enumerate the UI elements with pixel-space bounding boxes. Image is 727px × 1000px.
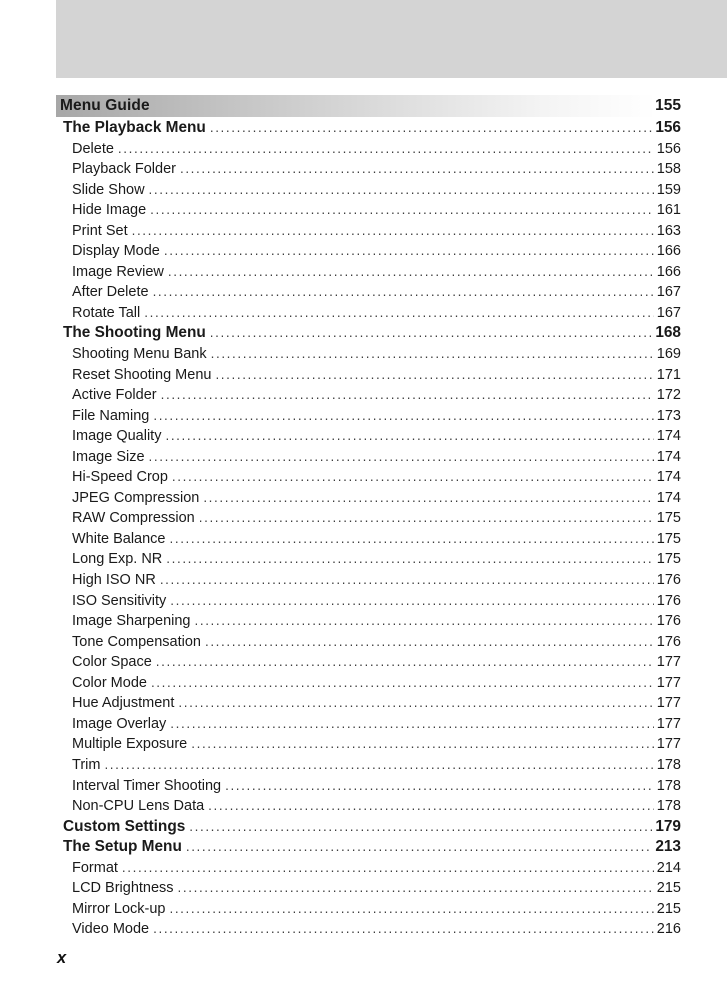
toc-dot-leader (195, 611, 654, 632)
toc-entry-page: 168 (655, 324, 681, 342)
toc-entry (56, 714, 681, 735)
toc-entry (56, 549, 681, 570)
toc-entry-page: 176 (656, 633, 681, 650)
toc-entry-page: 156 (655, 119, 681, 136)
toc-entry (56, 837, 681, 858)
toc-dot-leader (161, 385, 654, 406)
toc-dot-leader (165, 426, 653, 447)
toc-entry (56, 385, 681, 406)
toc-entry (56, 241, 681, 262)
toc-entry-label: Long Exp. NR (72, 551, 163, 568)
toc-entry-label: After Delete (72, 284, 149, 301)
toc-entry-label: File Naming (72, 407, 150, 424)
toc-entry-page: 173 (656, 407, 681, 424)
chapter-tab-block (56, 0, 727, 78)
toc-dot-leader (203, 488, 653, 509)
toc-entry-page: 158 (656, 161, 681, 178)
toc-entry (56, 591, 681, 612)
toc-entry (56, 734, 681, 755)
toc-entry-page: 177 (656, 674, 681, 691)
toc-entry-page: 169 (656, 346, 681, 363)
toc-entry (56, 139, 681, 160)
toc-dot-leader (225, 776, 654, 797)
toc-dot-leader (178, 878, 654, 899)
toc-entry-page: 179 (655, 817, 681, 835)
toc-entry (56, 508, 681, 529)
toc-entry (56, 221, 681, 242)
toc-entry (56, 488, 681, 509)
toc-entry (56, 632, 681, 653)
toc-entry-page: 177 (656, 715, 681, 732)
toc-dot-leader (168, 262, 654, 283)
toc-entry (56, 899, 681, 920)
section-title: Menu Guide (60, 97, 150, 114)
toc-dot-leader (164, 241, 654, 262)
toc-dot-leader (132, 221, 654, 242)
toc-entry-page: 167 (656, 284, 681, 301)
toc-entry-label: Hide Image (72, 202, 147, 219)
toc-entry (56, 323, 681, 344)
toc-entry-page: 156 (656, 140, 681, 157)
toc-dot-leader (211, 344, 654, 365)
toc-entry (56, 365, 681, 386)
toc-dot-leader (169, 899, 653, 920)
toc-entry-label: Hi-Speed Crop (72, 469, 168, 486)
toc-dot-leader (149, 180, 654, 201)
toc-entry-page: 159 (656, 181, 681, 198)
toc-entry-page: 167 (656, 304, 681, 321)
toc-entry-label: Hue Adjustment (72, 695, 175, 712)
toc-dot-leader (205, 632, 654, 653)
toc-dot-leader (118, 139, 654, 160)
toc-entry-page: 214 (656, 859, 681, 876)
toc-entry-label: RAW Compression (72, 510, 195, 527)
toc-entry-label: Image Sharpening (72, 613, 191, 630)
toc-entry-label: Rotate Tall (72, 304, 141, 321)
toc-dot-leader (153, 406, 653, 427)
toc-entry-label: The Setup Menu (63, 838, 182, 856)
toc-list (56, 118, 681, 940)
toc-dot-leader (153, 282, 654, 303)
section-page-number: 155 (655, 97, 681, 114)
toc-entry-label: Slide Show (72, 181, 145, 198)
toc-dot-leader (156, 652, 654, 673)
toc-entry (56, 118, 681, 139)
toc-entry-page: 172 (656, 387, 681, 404)
toc-entry (56, 529, 681, 550)
toc-dot-leader (160, 570, 654, 591)
toc-entry-page: 178 (656, 756, 681, 773)
toc-entry (56, 159, 681, 180)
toc-dot-leader (210, 323, 653, 344)
toc-entry-label: White Balance (72, 530, 166, 547)
toc-entry-label: Display Mode (72, 243, 160, 260)
toc-entry (56, 447, 681, 468)
toc-entry-page: 177 (656, 695, 681, 712)
toc-entry-label: Trim (72, 756, 101, 773)
toc-entry (56, 673, 681, 694)
toc-dot-leader (199, 508, 654, 529)
toc-entry (56, 858, 681, 879)
toc-entry (56, 303, 681, 324)
toc-entry-page: 175 (656, 510, 681, 527)
toc-entry-page: 176 (656, 572, 681, 589)
toc-entry-page: 215 (656, 880, 681, 897)
toc-entry-label: LCD Brightness (72, 880, 174, 897)
toc-entry (56, 344, 681, 365)
toc-entry (56, 919, 681, 940)
toc-dot-leader (144, 303, 654, 324)
toc-entry-label: Color Mode (72, 674, 147, 691)
toc-entry (56, 406, 681, 427)
toc-entry-label: Non-CPU Lens Data (72, 798, 205, 815)
toc-dot-leader (170, 529, 654, 550)
toc-entry (56, 426, 681, 447)
toc-dot-leader (153, 919, 654, 940)
toc-entry-page: 178 (656, 777, 681, 794)
toc-entry-label: Image Quality (72, 428, 162, 445)
toc-dot-leader (104, 755, 653, 776)
toc-entry-label: Video Mode (72, 921, 150, 938)
toc-entry-label: Color Space (72, 654, 152, 671)
toc-entry-page: 216 (656, 921, 681, 938)
toc-entry-page: 161 (656, 202, 681, 219)
toc-entry-page: 174 (656, 489, 681, 506)
toc-entry (56, 180, 681, 201)
toc-entry-label: Print Set (72, 222, 128, 239)
toc-entry-label: The Shooting Menu (63, 324, 206, 342)
toc-entry-page: 175 (656, 530, 681, 547)
toc-entry (56, 262, 681, 283)
toc-dot-leader (210, 118, 652, 139)
section-header-bar (56, 95, 681, 117)
toc-entry-page: 174 (656, 469, 681, 486)
toc-entry-label: The Playback Menu (63, 119, 206, 136)
toc-entry-label: Image Size (72, 448, 145, 465)
toc-dot-leader (151, 673, 654, 694)
toc-entry-page: 174 (656, 428, 681, 445)
toc-entry-label: Multiple Exposure (72, 736, 188, 753)
toc-entry-label: Playback Folder (72, 161, 176, 178)
toc-dot-leader (170, 714, 654, 735)
toc-entry-page: 213 (655, 838, 681, 856)
toc-entry (56, 200, 681, 221)
toc-dot-leader (170, 591, 654, 612)
toc-dot-leader (178, 693, 653, 714)
toc-entry-page: 215 (656, 900, 681, 917)
toc-entry (56, 776, 681, 797)
toc-entry-page: 166 (656, 263, 681, 280)
toc-entry-label: Mirror Lock-up (72, 900, 166, 917)
toc-entry-label: Shooting Menu Bank (72, 346, 207, 363)
toc-entry-page: 177 (656, 736, 681, 753)
toc-dot-leader (180, 159, 654, 180)
toc-dot-leader (189, 817, 652, 838)
toc-dot-leader (172, 467, 654, 488)
toc-dot-leader (150, 200, 654, 221)
toc-entry-page: 163 (656, 222, 681, 239)
toc-entry-page: 177 (656, 654, 681, 671)
toc-entry (56, 817, 681, 838)
toc-entry-label: Image Overlay (72, 715, 167, 732)
toc-entry-label: Delete (72, 140, 114, 157)
toc-entry-label: Image Review (72, 263, 164, 280)
page-number-footer: x (57, 949, 67, 967)
toc-entry (56, 611, 681, 632)
toc-dot-leader (149, 447, 654, 468)
toc-entry-page: 174 (656, 448, 681, 465)
toc-entry-label: Custom Settings (63, 817, 186, 835)
toc-dot-leader (186, 837, 652, 858)
toc-entry-label: Format (72, 859, 118, 876)
toc-entry (56, 755, 681, 776)
toc-dot-leader (166, 549, 654, 570)
toc-entry-label: Interval Timer Shooting (72, 777, 222, 794)
toc-entry (56, 652, 681, 673)
toc-entry (56, 282, 681, 303)
toc-entry (56, 878, 681, 899)
toc-entry-label: High ISO NR (72, 572, 156, 589)
toc-entry-page: 176 (656, 613, 681, 630)
toc-entry-page: 166 (656, 243, 681, 260)
toc-entry (56, 467, 681, 488)
toc-dot-leader (191, 734, 654, 755)
toc-entry (56, 570, 681, 591)
toc-entry (56, 796, 681, 817)
toc-entry-page: 175 (656, 551, 681, 568)
toc-entry-label: Tone Compensation (72, 633, 201, 650)
toc-entry-label: Reset Shooting Menu (72, 366, 212, 383)
toc-entry-page: 176 (656, 592, 681, 609)
toc-entry-label: Active Folder (72, 387, 157, 404)
toc-entry-label: ISO Sensitivity (72, 592, 167, 609)
toc-entry-page: 171 (656, 366, 681, 383)
toc-entry (56, 693, 681, 714)
toc-dot-leader (208, 796, 654, 817)
toc-dot-leader (122, 858, 654, 879)
toc-entry-page: 178 (656, 798, 681, 815)
toc-entry-label: JPEG Compression (72, 489, 200, 506)
toc-dot-leader (215, 365, 653, 386)
